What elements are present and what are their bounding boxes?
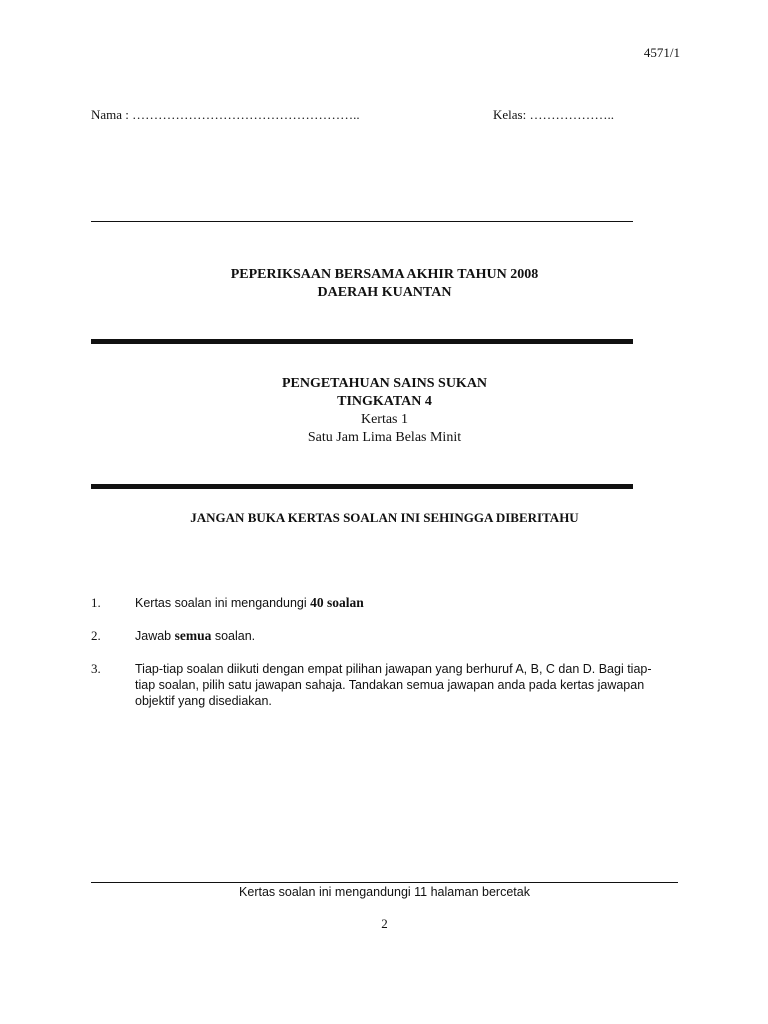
instruction-number: 2. — [91, 628, 101, 643]
thick-divider-2 — [91, 484, 633, 489]
name-label: Nama : — [91, 107, 133, 122]
subject-title: PENGETAHUAN SAINS SUKAN — [281, 376, 488, 391]
warning-text: JANGAN BUKA KERTAS SOALAN INI SEHINGGA DIBERITAHU — [190, 510, 579, 525]
instruction-number: 3. — [91, 661, 101, 676]
instruction-text: Tiap-tiap soalan diikuti dengan empat pilihan jawapan yang berhuruf A, B, C dan D. Bagi tiap-tiap soalan, pilih satu jawapan sahaja. Tandakan semua jawapan anda pada kertas jawapan objektif yang disediakan. — [135, 662, 652, 708]
instruction-text-plain: soalan. — [211, 629, 256, 643]
top-divider — [91, 221, 633, 222]
page-number: 2 — [381, 916, 388, 931]
exam-title: PEPERIKSAAN BERSAMA AKHIR TAHUN 2008 — [230, 267, 539, 282]
paper-code: 4571/1 — [643, 45, 680, 60]
name-dots: …………………………………………….. — [132, 107, 360, 122]
footer-divider — [91, 882, 678, 883]
exam-heading — [91, 266, 678, 302]
subject-form: TINGKATAN 4 — [337, 394, 432, 409]
class-field — [493, 107, 614, 123]
footer-note: Kertas soalan ini mengandungi 11 halaman bercetak — [239, 885, 530, 899]
instruction-text-bold: 40 soalan — [310, 595, 364, 610]
subject-paper: Kertas 1 — [360, 412, 409, 427]
class-dots: ……………….. — [529, 107, 614, 122]
instruction-text-plain: Kertas soalan ini mengandungi — [135, 596, 311, 610]
exam-district: DAERAH KUANTAN — [317, 285, 452, 300]
class-label: Kelas: — [493, 107, 530, 122]
instruction-text-plain: Jawab — [135, 629, 175, 643]
instruction-number: 1. — [91, 595, 101, 610]
instruction-text-bold: semua — [174, 628, 212, 643]
subject-block — [91, 375, 678, 447]
instruction-text — [135, 595, 665, 611]
name-field — [91, 107, 360, 123]
instruction-text — [135, 628, 665, 644]
subject-duration: Satu Jam Lima Belas Minit — [307, 430, 462, 445]
thick-divider-1 — [91, 339, 633, 344]
